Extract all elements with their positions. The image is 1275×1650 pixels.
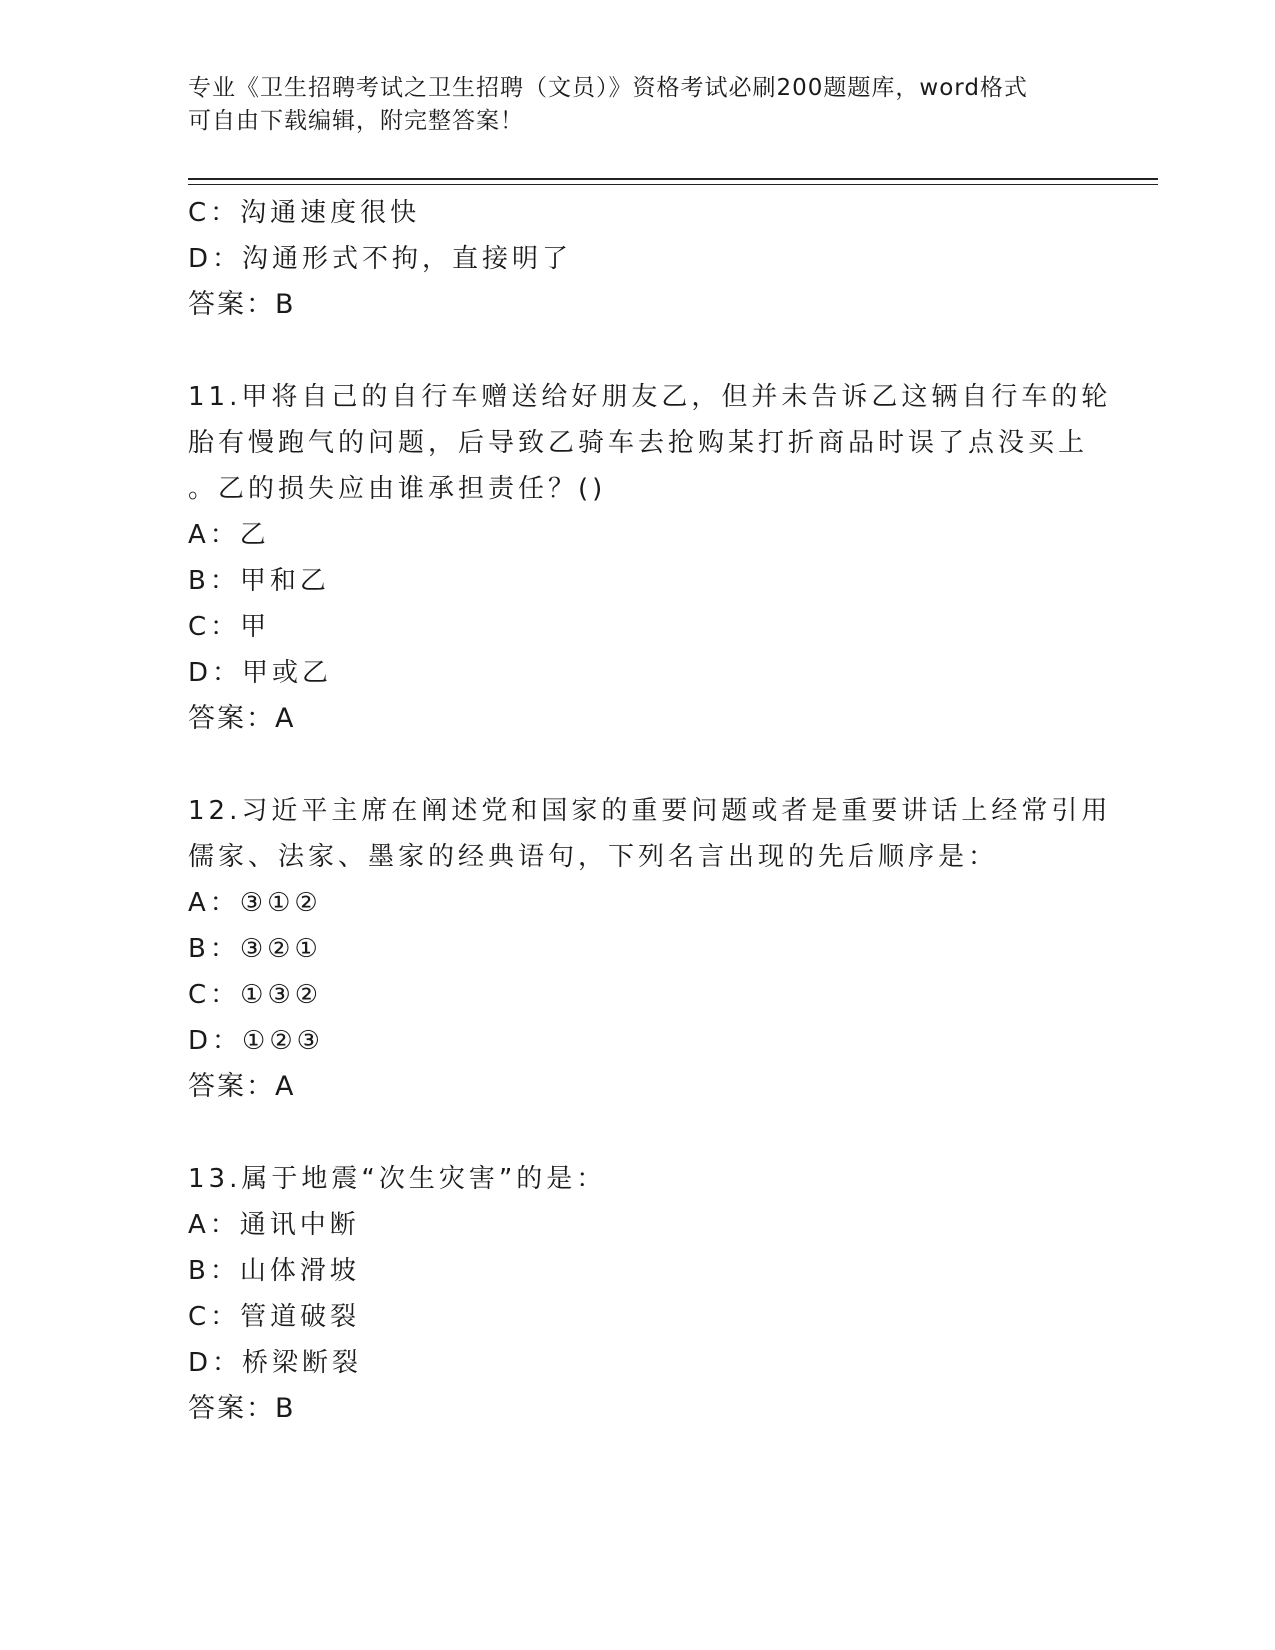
answer-line: 答案：A xyxy=(188,703,296,734)
option-a: A：通讯中断 xyxy=(188,1210,360,1240)
option-c: C：沟通速度很快 xyxy=(188,198,421,228)
option-d: D：沟通形式不拘，直接明了 xyxy=(188,244,573,274)
option-c: C：甲 xyxy=(188,612,271,642)
option-d: D：甲或乙 xyxy=(188,658,333,688)
question-text-line: 胎有慢跑气的问题，后导致乙骑车去抢购某打折商品时误了点没买上 xyxy=(188,428,1089,458)
question-text-line: 11.甲将自己的自行车赠送给好朋友乙，但并未告诉乙这辆自行车的轮 xyxy=(188,382,1112,412)
question-spacer xyxy=(188,1110,1088,1156)
answer-line: 答案：A xyxy=(188,1071,296,1102)
option-b: B：③②① xyxy=(188,934,322,964)
option-b: B：山体滑坡 xyxy=(188,1256,360,1286)
question-block-13 xyxy=(188,1156,1088,1432)
question-block-12 xyxy=(188,788,1112,1110)
option-c: C：①③② xyxy=(188,980,323,1010)
question-spacer xyxy=(188,742,1088,788)
header-line-1: 专业《卫生招聘考试之卫生招聘（文员）》资格考试必刷200题题库，word格式 xyxy=(188,75,1028,101)
option-d: D：①②③ xyxy=(188,1026,324,1056)
header-divider-thin xyxy=(188,184,1158,185)
question-text-line: 。乙的损失应由谁承担责任？() xyxy=(188,474,607,504)
question-block-11 xyxy=(188,374,1112,742)
answer-line: 答案：B xyxy=(188,1393,296,1424)
option-a: A：③①② xyxy=(188,888,322,918)
question-block-previous xyxy=(188,190,1088,328)
question-spacer xyxy=(188,328,1088,374)
option-b: B：甲和乙 xyxy=(188,566,330,596)
question-text-line: 12.习近平主席在阐述党和国家的重要问题或者是重要讲话上经常引用 xyxy=(188,796,1112,826)
answer-line: 答案：B xyxy=(188,289,296,320)
question-text-line: 儒家、法家、墨家的经典语句，下列名言出现的先后顺序是： xyxy=(188,842,999,872)
question-text-line: 13.属于地震“次生灾害”的是： xyxy=(188,1164,607,1194)
option-d: D：桥梁断裂 xyxy=(188,1348,363,1378)
option-a: A：乙 xyxy=(188,520,270,550)
option-c: C：管道破裂 xyxy=(188,1302,361,1332)
document-header xyxy=(188,72,1068,138)
header-divider-thick xyxy=(188,178,1158,180)
document-body xyxy=(188,190,1112,1432)
header-line-2: 可自由下载编辑，附完整答案！ xyxy=(188,108,524,134)
